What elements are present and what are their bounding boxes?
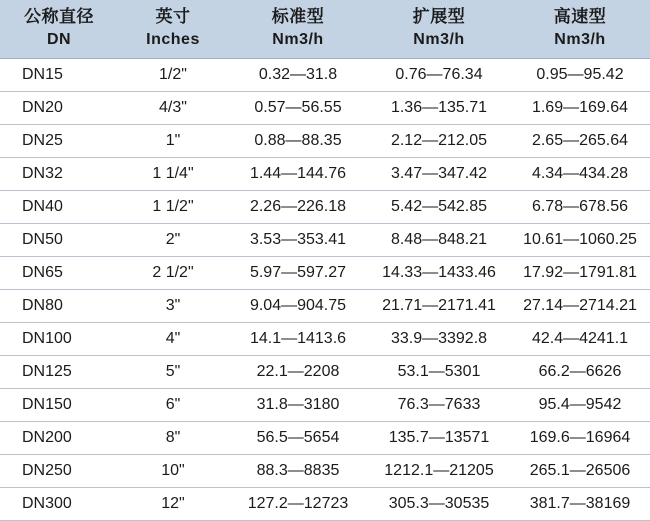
- table-row: [0, 355, 650, 388]
- column-header-extended-type-line2: Nm3/h: [413, 30, 465, 48]
- table-row: [0, 454, 650, 487]
- column-header-nominal-diameter-line1: 公称直径: [24, 7, 94, 26]
- cell-standard: 88.3—8835: [228, 454, 368, 487]
- cell-inches: 4": [118, 322, 228, 355]
- cell-dn: DN20: [0, 91, 118, 124]
- cell-dn: DN25: [0, 124, 118, 157]
- cell-highspeed: 42.4—4241.1: [510, 322, 650, 355]
- cell-highspeed: 4.34—434.28: [510, 157, 650, 190]
- cell-highspeed: 95.4—9542: [510, 388, 650, 421]
- table-row: [0, 289, 650, 322]
- cell-dn: DN32: [0, 157, 118, 190]
- table-row: [0, 388, 650, 421]
- cell-extended: 2.12—212.05: [368, 124, 510, 157]
- cell-extended: 76.3—7633: [368, 388, 510, 421]
- cell-dn: DN40: [0, 190, 118, 223]
- cell-extended: 33.9—3392.8: [368, 322, 510, 355]
- column-header-nominal-diameter: [0, 0, 118, 58]
- cell-standard: 0.57—56.55: [228, 91, 368, 124]
- table-row: [0, 223, 650, 256]
- cell-extended: 1212.1—21205: [368, 454, 510, 487]
- column-header-nominal-diameter-line2: DN: [46, 30, 72, 48]
- cell-inches: 1/2": [118, 58, 228, 91]
- table-row: [0, 58, 650, 91]
- cell-extended: 0.76—76.34: [368, 58, 510, 91]
- cell-inches: 1": [118, 124, 228, 157]
- column-header-extended-type: [368, 0, 510, 58]
- cell-dn: DN250: [0, 454, 118, 487]
- cell-inches: 2": [118, 223, 228, 256]
- cell-inches: 8": [118, 421, 228, 454]
- cell-extended: 1.36—135.71: [368, 91, 510, 124]
- cell-standard: 127.2—12723: [228, 487, 368, 520]
- cell-inches: 6": [118, 388, 228, 421]
- cell-inches: 10": [118, 454, 228, 487]
- cell-dn: DN50: [0, 223, 118, 256]
- cell-standard: 1.44—144.76: [228, 157, 368, 190]
- table-header-row: [0, 0, 650, 58]
- cell-extended: 305.3—30535: [368, 487, 510, 520]
- cell-highspeed: 27.14—2714.21: [510, 289, 650, 322]
- table-header: [0, 0, 650, 58]
- cell-dn: DN200: [0, 421, 118, 454]
- cell-extended: 21.71—2171.41: [368, 289, 510, 322]
- cell-inches: 3": [118, 289, 228, 322]
- column-header-inches: [118, 0, 228, 58]
- cell-inches: 5": [118, 355, 228, 388]
- column-header-inches-line1: 英寸: [155, 7, 191, 26]
- cell-highspeed: 1.69—169.64: [510, 91, 650, 124]
- cell-standard: 14.1—1413.6: [228, 322, 368, 355]
- table-row: [0, 322, 650, 355]
- cell-highspeed: 0.95—95.42: [510, 58, 650, 91]
- cell-highspeed: 2.65—265.64: [510, 124, 650, 157]
- column-header-extended-type-line1: 扩展型: [412, 7, 466, 26]
- cell-highspeed: 66.2—6626: [510, 355, 650, 388]
- cell-highspeed: 17.92—1791.81: [510, 256, 650, 289]
- cell-standard: 31.8—3180: [228, 388, 368, 421]
- table-row: [0, 91, 650, 124]
- cell-inches: 12": [118, 487, 228, 520]
- column-header-standard-type-line2: Nm3/h: [272, 30, 324, 48]
- table-body: [0, 58, 650, 520]
- cell-standard: 2.26—226.18: [228, 190, 368, 223]
- cell-dn: DN15: [0, 58, 118, 91]
- cell-standard: 5.97—597.27: [228, 256, 368, 289]
- cell-highspeed: 10.61—1060.25: [510, 223, 650, 256]
- column-header-standard-type-line1: 标准型: [271, 7, 325, 26]
- cell-standard: 9.04—904.75: [228, 289, 368, 322]
- cell-highspeed: 169.6—16964: [510, 421, 650, 454]
- cell-extended: 3.47—347.42: [368, 157, 510, 190]
- cell-inches: 1 1/4": [118, 157, 228, 190]
- cell-dn: DN80: [0, 289, 118, 322]
- cell-extended: 14.33—1433.46: [368, 256, 510, 289]
- table-row: [0, 190, 650, 223]
- cell-standard: 3.53—353.41: [228, 223, 368, 256]
- cell-extended: 8.48—848.21: [368, 223, 510, 256]
- cell-standard: 0.88—88.35: [228, 124, 368, 157]
- cell-dn: DN300: [0, 487, 118, 520]
- cell-highspeed: 6.78—678.56: [510, 190, 650, 223]
- cell-extended: 53.1—5301: [368, 355, 510, 388]
- column-header-high-speed-type: [510, 0, 650, 58]
- table-row: [0, 487, 650, 520]
- table-row: [0, 421, 650, 454]
- cell-highspeed: 265.1—26506: [510, 454, 650, 487]
- column-header-standard-type: [228, 0, 368, 58]
- cell-inches: 4/3": [118, 91, 228, 124]
- column-header-high-speed-type-line2: Nm3/h: [554, 30, 606, 48]
- column-header-high-speed-type-line1: 高速型: [553, 7, 607, 26]
- column-header-inches-line2: Inches: [146, 30, 200, 48]
- cell-extended: 135.7—13571: [368, 421, 510, 454]
- cell-highspeed: 381.7—38169: [510, 487, 650, 520]
- cell-inches: 1 1/2": [118, 190, 228, 223]
- cell-dn: DN100: [0, 322, 118, 355]
- cell-inches: 2 1/2": [118, 256, 228, 289]
- cell-extended: 5.42—542.85: [368, 190, 510, 223]
- cell-standard: 0.32—31.8: [228, 58, 368, 91]
- table-row: [0, 256, 650, 289]
- cell-standard: 56.5—5654: [228, 421, 368, 454]
- table-row: [0, 157, 650, 190]
- table-row: [0, 124, 650, 157]
- cell-dn: DN125: [0, 355, 118, 388]
- cell-dn: DN65: [0, 256, 118, 289]
- cell-standard: 22.1—2208: [228, 355, 368, 388]
- cell-dn: DN150: [0, 388, 118, 421]
